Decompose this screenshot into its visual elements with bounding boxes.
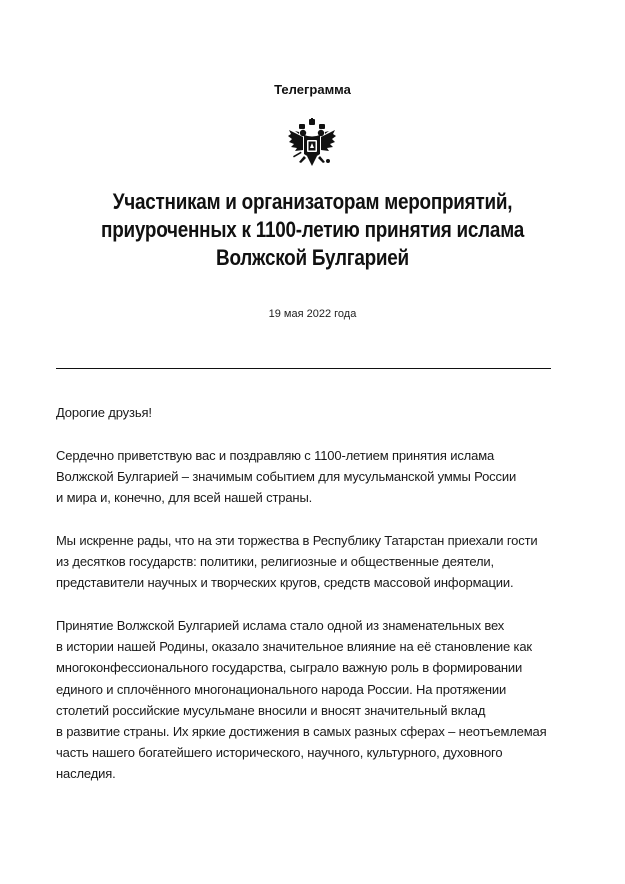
greeting-text: Дорогие друзья! bbox=[56, 405, 152, 420]
document-body bbox=[56, 402, 576, 806]
paragraph-line: в развитие страны. Их яркие достижения в самых разных сферах – неотъемлемая bbox=[56, 723, 547, 739]
divider bbox=[56, 368, 551, 369]
title-line: Участникам и организаторам мероприятий, bbox=[112, 189, 513, 214]
russian-coat-of-arms-icon bbox=[287, 118, 337, 170]
paragraph-line: единого и сплочённого многонационального народа России. На протяжении bbox=[56, 681, 507, 697]
paragraph-line: из десятков государств: политики, религиозные и общественные деятели, bbox=[56, 554, 495, 570]
greeting bbox=[56, 402, 576, 423]
paragraph-line: и мира и, конечно, для всей нашей страны. bbox=[56, 490, 313, 506]
paragraph-line: Мы искренне рады, что на эти торжества в Республику Татарстан приехали гости bbox=[56, 532, 538, 548]
paragraph bbox=[56, 445, 576, 509]
document-kind: Телеграмма bbox=[274, 82, 351, 97]
paragraph-line: в истории нашей Родины, оказало значительное влияние на её становление как bbox=[56, 639, 532, 655]
paragraph bbox=[56, 615, 576, 785]
document-date: 19 мая 2022 года bbox=[268, 308, 357, 320]
paragraph-line: столетий российские мусульмане вносили и вносят значительный вклад bbox=[56, 702, 486, 718]
paragraph-line: многоконфессионального государства, сыграло важную роль в формировании bbox=[56, 660, 523, 676]
paragraph-line: часть нашего богатейшего исторического, научного, культурного, духовного bbox=[56, 745, 503, 761]
title-line: Волжской Булгарией bbox=[216, 245, 409, 270]
paragraph-line: наследия. bbox=[56, 766, 116, 782]
paragraph bbox=[56, 530, 576, 594]
paragraph-line: Принятие Волжской Булгарией ислама стало одной из знаменательных вех bbox=[56, 617, 505, 633]
page-title bbox=[78, 188, 547, 272]
paragraph-line: представители научных и творческих кругов, средств массовой информации. bbox=[56, 575, 514, 591]
paragraph-line: Сердечно приветствую вас и поздравляю с 1100-летием принятия ислама bbox=[56, 447, 495, 463]
title-line: приуроченных к 1100-летию принятия ислама bbox=[101, 217, 524, 242]
paragraph-line: Волжской Булгарией – значимым событием для мусульманской уммы России bbox=[56, 468, 517, 484]
